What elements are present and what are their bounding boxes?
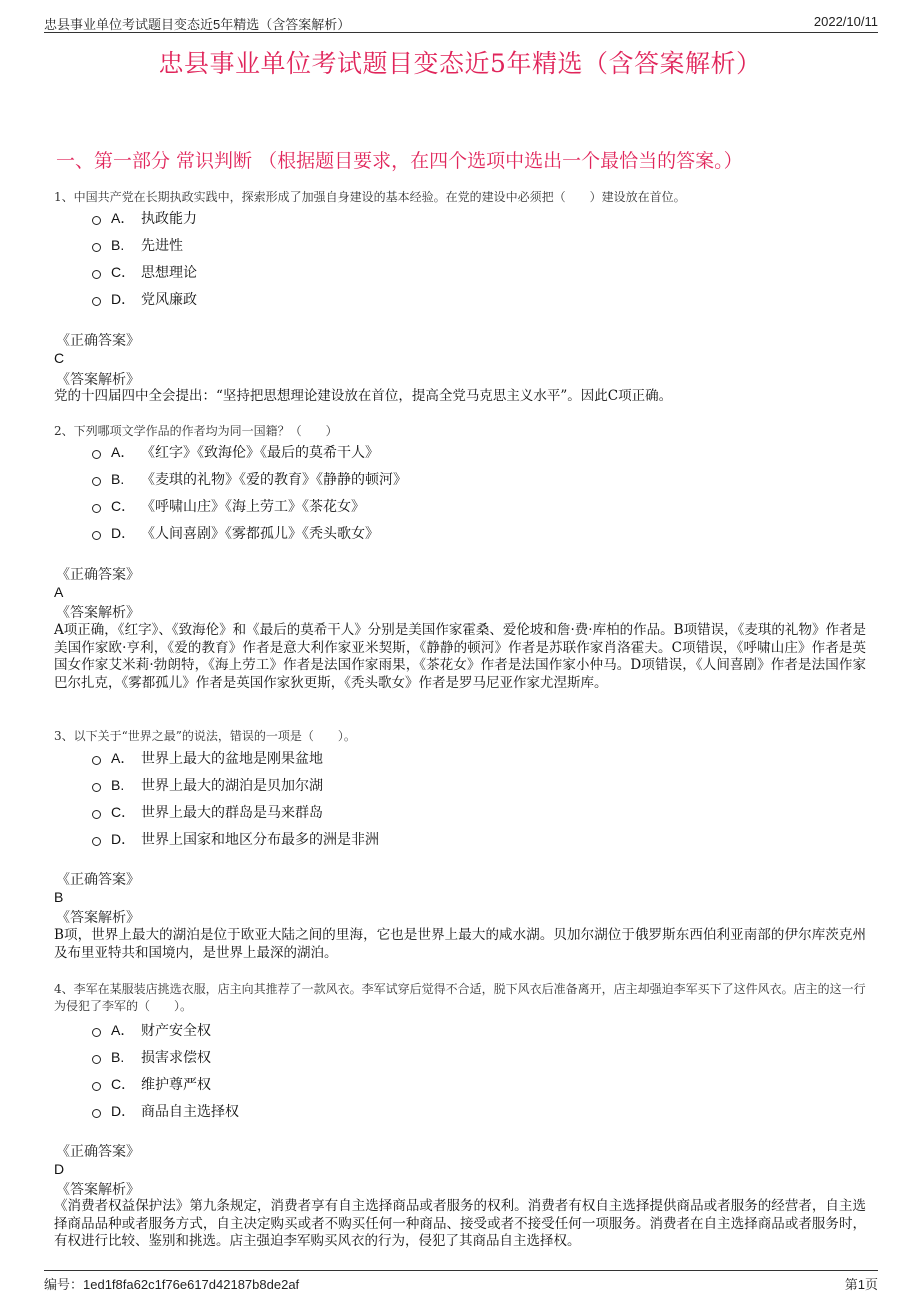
option-a[interactable]: A． 财产安全权 bbox=[92, 1016, 239, 1043]
answer-label: 《正确答案》 bbox=[56, 567, 140, 583]
option-b[interactable]: B. 损害求偿权 bbox=[92, 1043, 239, 1070]
option-b[interactable]: B. 世界上最大的湖泊是贝加尔湖 bbox=[92, 771, 379, 798]
explanation-text: A项正确，《红字》、《致海伦》和《最后的莫希干人》分别是美国作家霍桑、爱伦坡和詹·费·库柏的作品。B项错误，《麦琪的礼物》作者是美国作家欧·亨利，《爱的教育》作者是意大利作家亚米契斯，《静静的顿河》作者是苏联作家肖洛霍夫。C项错误，《呼啸山庄》作者是英国女作家艾米莉·勃朗特，《海上劳工》作者是法国作家雨果，《茶花女》作者是法国作家小仲马。D项错误，《人间喜剧》作者是法国作家巴尔扎克，《雾都孤儿》作者是英国作家狄更斯，《秃头歌女》作者是罗马尼亚作家尤涅斯库。 bbox=[54, 622, 866, 691]
correct-answer: A bbox=[54, 584, 64, 600]
radio-icon[interactable] bbox=[92, 270, 101, 279]
option-d[interactable]: D． 《人间喜剧》《雾都孤儿》《秃头歌女》 bbox=[92, 519, 407, 546]
question-stem: 2、下列哪项文学作品的作者均为同一国籍？（ ） bbox=[54, 424, 338, 438]
answer-label: 《正确答案》 bbox=[56, 1144, 140, 1160]
option-a[interactable]: A． 《红字》《致海伦》《最后的莫希干人》 bbox=[92, 438, 407, 465]
radio-icon[interactable] bbox=[92, 243, 101, 252]
radio-icon[interactable] bbox=[92, 756, 101, 765]
explanation-label: 《答案解析》 bbox=[56, 910, 140, 926]
radio-icon[interactable] bbox=[92, 783, 101, 792]
radio-icon[interactable] bbox=[92, 1055, 101, 1064]
option-d[interactable]: D． 商品自主选择权 bbox=[92, 1097, 239, 1124]
option-list bbox=[92, 204, 197, 312]
radio-icon[interactable] bbox=[92, 216, 101, 225]
radio-icon[interactable] bbox=[92, 297, 101, 306]
radio-icon[interactable] bbox=[92, 1028, 101, 1037]
option-list bbox=[92, 1016, 239, 1124]
option-b[interactable]: B. 先进性 bbox=[92, 231, 197, 258]
header-doc-name: 忠县事业单位考试题目变态近5年精选（含答案解析） bbox=[44, 17, 351, 32]
option-c[interactable]: C． 思想理论 bbox=[92, 258, 197, 285]
page-number: 第1页 bbox=[844, 1277, 878, 1292]
radio-icon[interactable] bbox=[92, 477, 101, 486]
radio-icon[interactable] bbox=[92, 810, 101, 819]
explanation-label: 《答案解析》 bbox=[56, 1182, 140, 1198]
page-footer bbox=[44, 1270, 878, 1292]
option-d[interactable]: D． 世界上国家和地区分布最多的洲是非洲 bbox=[92, 825, 379, 852]
explanation-label: 《答案解析》 bbox=[56, 605, 140, 621]
correct-answer: B bbox=[54, 889, 64, 905]
radio-icon[interactable] bbox=[92, 531, 101, 540]
header-date: 2022/10/11 bbox=[813, 14, 878, 29]
option-list bbox=[92, 744, 379, 852]
question-stem: 1、中国共产党在长期执政实践中，探索形成了加强自身建设的基本经验。在党的建设中必须把（ ）建设放在首位。 bbox=[54, 190, 686, 204]
option-b[interactable]: B. 《麦琪的礼物》《爱的教育》《静静的顿河》 bbox=[92, 465, 407, 492]
option-c[interactable]: C． 维护尊严权 bbox=[92, 1070, 239, 1097]
radio-icon[interactable] bbox=[92, 450, 101, 459]
radio-icon[interactable] bbox=[92, 837, 101, 846]
option-a[interactable]: A． 世界上最大的盆地是刚果盆地 bbox=[92, 744, 379, 771]
option-c[interactable]: C． 世界上最大的群岛是马来群岛 bbox=[92, 798, 379, 825]
question-stem: 3、以下关于“世界之最”的说法，错误的一项是（ ）。 bbox=[54, 729, 356, 743]
answer-label: 《正确答案》 bbox=[56, 333, 140, 349]
option-list bbox=[92, 438, 407, 546]
correct-answer: C bbox=[54, 350, 65, 366]
radio-icon[interactable] bbox=[92, 1082, 101, 1091]
option-d[interactable]: D． 党风廉政 bbox=[92, 285, 197, 312]
option-a[interactable]: A． 执政能力 bbox=[92, 204, 197, 231]
correct-answer: D bbox=[54, 1161, 65, 1177]
explanation-text: B项，世界上最大的湖泊是位于欧亚大陆之间的里海，它也是世界上最大的咸水湖。贝加尔湖位于俄罗斯东西伯利亚南部的伊尔库茨克州及布里亚特共和国境内，是世界上最深的湖泊。 bbox=[54, 927, 866, 961]
answer-label: 《正确答案》 bbox=[56, 872, 140, 888]
section-heading: 一、第一部分 常识判断 （根据题目要求，在四个选项中选出一个最恰当的答案。） bbox=[56, 150, 743, 172]
document-id: 编号：1ed1f8fa62c1f76e617d42187b8de2af bbox=[44, 1277, 300, 1292]
radio-icon[interactable] bbox=[92, 504, 101, 513]
question-stem: 4、李军在某服装店挑选衣服，店主向其推荐了一款风衣。李军试穿后觉得不合适，脱下风衣后准备离开，店主却强迫李军买下了这件风衣。店主的这一行为侵犯了李军的（ ）。 bbox=[54, 982, 866, 1013]
page-header bbox=[44, 10, 878, 33]
explanation-label: 《答案解析》 bbox=[56, 372, 140, 388]
explanation-text: 党的十四届四中全会提出：“坚持把思想理论建设放在首位，提高全党马克思主义水平”。因此C项正确。 bbox=[54, 388, 673, 404]
explanation-text: 《消费者权益保护法》第九条规定，消费者享有自主选择商品或者服务的权利。消费者有权自主选择提供商品或者服务的经营者，自主选择商品品种或者服务方式，自主决定购买或者不购买任何一种商品、接受或者不接受任何一项服务。消费者在自主选择商品或者服务时，有权进行比较、鉴别和挑选。店主强迫李军购买风衣的行为，侵犯了其商品自主选择权。 bbox=[54, 1198, 866, 1249]
option-c[interactable]: C． 《呼啸山庄》《海上劳工》《茶花女》 bbox=[92, 492, 407, 519]
document-title: 忠县事业单位考试题目变态近5年精选（含答案解析） bbox=[158, 49, 762, 78]
radio-icon[interactable] bbox=[92, 1109, 101, 1118]
